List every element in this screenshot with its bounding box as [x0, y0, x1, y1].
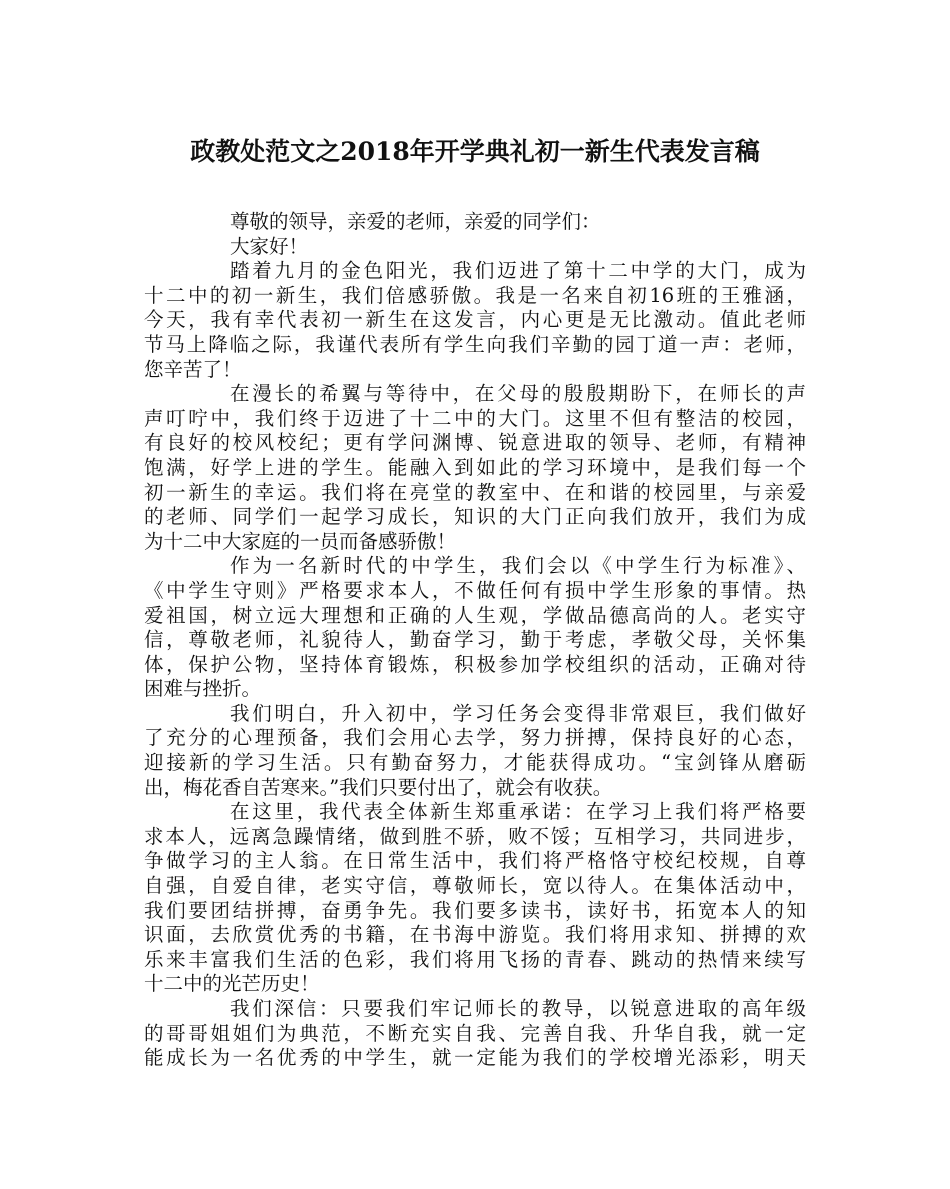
text-line: 困难与挫折。	[144, 677, 262, 701]
text-line: 为十二中大家庭的一员而备感骄傲！	[144, 529, 457, 553]
text-line: 十二中的初一新生，我们倍感骄傲。我是一名来自初16班的王雅涵，	[144, 283, 806, 307]
text-line: 十二中的光芒历史！	[144, 972, 320, 996]
text-line: 自强，自爱自律，老实守信，尊敬师长，宽以待人。在集体活动中，	[144, 874, 806, 898]
text-line: 的老师、同学们一起学习成长，知识的大门正向我们放开，我们为成	[144, 505, 806, 529]
text-line: 我们要团结拼搏，奋勇争先。我们要多读书，读好书，拓宽本人的知	[144, 898, 806, 922]
text-line: 能成长为一名优秀的中学生，就一定能为我们的学校增光添彩，明天	[144, 1046, 806, 1070]
text-line: 求本人，远离急躁情绪，做到胜不骄，败不馁；互相学习，共同进步，	[144, 824, 806, 848]
text-line: 节马上降临之际，我谨代表所有学生向我们辛勤的园丁道一声：老师，	[144, 332, 806, 356]
document-body	[144, 210, 806, 1071]
text-line: 我们明白，升入初中，学习任务会变得非常艰巨，我们做好	[230, 701, 806, 725]
text-line: 了充分的心理预备，我们会用心去学，努力拼搏，保持良好的心态，	[144, 726, 806, 750]
text-line: 我们深信：只要我们牢记师长的教导，以锐意进取的高年级	[230, 997, 806, 1020]
page-title: 政教处范文之2018年开学典礼初一新生代表发言稿	[190, 137, 760, 166]
text-line: 饱满，好学上进的学生。能融入到如此的学习环境中，是我们每一个	[144, 455, 806, 479]
text-line: 作为一名新时代的中学生，我们会以《中学生行为标准》、	[230, 554, 806, 578]
text-line: 今天，我有幸代表初一新生在这发言，内心更是无比激动。值此老师	[144, 308, 806, 332]
text-line: 大家好！	[230, 234, 309, 258]
text-line: 出，梅花香自苦寒来。”我们只要付出了，就会有收获。	[144, 775, 613, 799]
text-line: 乐来丰富我们生活的色彩，我们将用飞扬的青春、跳动的热情来续写	[144, 947, 806, 971]
text-line: 信，尊敬老师，礼貌待人，勤奋学习，勤于考虑，孝敬父母，关怀集	[144, 628, 806, 652]
text-line: 有良好的校风校纪；更有学问渊博、锐意进取的领导、老师，有精神	[144, 431, 806, 455]
text-line: 声叮咛中，我们终于迈进了十二中的大门。这里不但有整洁的校园，	[144, 406, 806, 430]
text-line: 争做学习的主人翁。在日常生活中，我们将严格恪守校纪校规，自尊	[144, 849, 806, 873]
text-line: 识面，去欣赏优秀的书籍，在书海中游览。我们将用求知、拼搏的欢	[144, 923, 806, 947]
text-line: 《中学生守则》严格要求本人，不做任何有损中学生形象的事情。热	[144, 578, 806, 602]
text-line: 您辛苦了！	[144, 357, 242, 381]
text-line: 迎接新的学习生活。只有勤奋努力，才能获得成功。“宝剑锋从磨砺	[144, 751, 806, 775]
text-line: 的哥哥姐姐们为典范，不断充实自我、完善自我、升华自我，就一定	[144, 1021, 806, 1045]
text-line: 爱祖国，树立远大理想和正确的人生观，学做品德高尚的人。老实守	[144, 603, 806, 627]
text-line: 在漫长的希翼与等待中，在父母的殷殷期盼下，在师长的声	[230, 382, 806, 406]
text-line: 在这里，我代表全体新生郑重承诺：在学习上我们将严格要	[230, 800, 806, 824]
text-line: 体，保护公物，坚持体育锻炼，积极参加学校组织的活动，正确对待	[144, 652, 806, 676]
text-line: 尊敬的领导，亲爱的老师，亲爱的同学们：	[230, 210, 601, 233]
text-line: 踏着九月的金色阳光，我们迈进了第十二中学的大门，成为	[230, 259, 806, 283]
text-line: 初一新生的幸运。我们将在亮堂的教室中、在和谐的校园里，与亲爱	[144, 480, 806, 504]
